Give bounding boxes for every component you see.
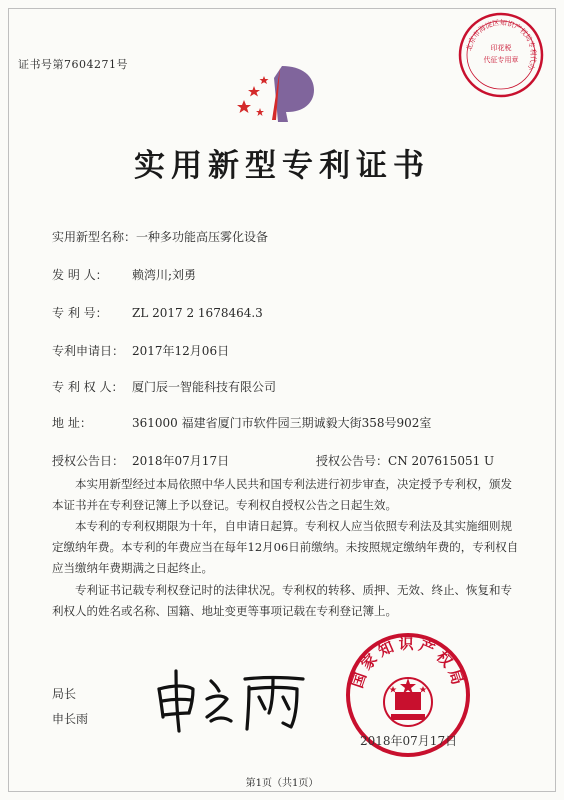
- field-patent-no: [52, 304, 263, 321]
- field-grant-date-label: 授权公告日：: [52, 454, 125, 468]
- page-footer: 第1页（共1页）: [245, 778, 319, 789]
- field-grant-no-value: CN 207615051 U: [388, 454, 495, 468]
- field-patentee: [52, 378, 276, 395]
- field-name: [52, 228, 268, 245]
- paragraph-2: 本专利的专利权期限为十年，自申请日起算。专利权人应当依照专利法及其实施细则规定缴纳年费。本专利的年费应当在每年12月06日前缴纳。未按照规定缴纳年费的，专利权自应当缴纳年费期满之日起终止。: [52, 519, 519, 575]
- field-filing-date-value: 2017年12月06日: [132, 344, 230, 358]
- field-grant-no-label: 授权公告号：: [316, 454, 389, 468]
- tax-seal-stamp: [456, 10, 546, 100]
- seal-date: 2018年07月17日: [360, 734, 458, 748]
- field-name-value: 一种多功能高压雾化设备: [136, 230, 269, 244]
- main-seal-text: 国家知识产权局: [348, 634, 468, 691]
- field-filing-date-label: 专利申请日：: [52, 344, 125, 358]
- field-address-label: 地 址：: [52, 416, 92, 430]
- field-patentee-value: 厦门辰一智能科技有限公司: [132, 380, 277, 394]
- svg-text:北京市海淀区知识产权局专利代办: 北京市海淀区知识产权局专利代办: [465, 18, 538, 72]
- field-address-value: 361000 福建省厦门市软件园三期诚毅大街358号902室: [132, 416, 432, 430]
- field-grant-no: [316, 452, 494, 469]
- field-address: [52, 414, 431, 431]
- page-title: 实用新型专利证书: [134, 148, 430, 184]
- field-patent-no-label: 专 利 号：: [52, 306, 108, 320]
- field-name-label: 实用新型名称：: [52, 230, 137, 244]
- field-grant-date-value: 2018年07月17日: [132, 454, 230, 468]
- field-inventor-value: 赖湾川;刘勇: [132, 268, 197, 282]
- signatory-name: 申长雨: [52, 712, 89, 726]
- patent-emblem-icon: [230, 58, 330, 128]
- svg-text:代征专用章: 代征专用章: [483, 56, 519, 64]
- field-filing-date: [52, 342, 229, 359]
- field-patentee-label: 专 利 权 人：: [52, 380, 124, 394]
- svg-text:印花税: 印花税: [490, 44, 512, 52]
- field-patent-no-value: ZL 2017 2 1678464.3: [132, 306, 263, 320]
- field-grant-date: [52, 452, 229, 469]
- signatory-title: 局长: [52, 687, 77, 701]
- certificate-number: 证书号第7604271号: [18, 58, 128, 71]
- field-inventor-label: 发 明 人：: [52, 268, 108, 282]
- paragraph-3: 专利证书记载专利权登记时的法律状况。专利权的转移、质押、无效、终止、恢复和专利权人的姓名或名称、国籍、地址变更等事项记载在专利登记簿上。: [52, 583, 512, 618]
- handwritten-signature: [145, 665, 315, 735]
- paragraph-1: 本实用新型经过本局依照中华人民共和国专利法进行初步审查，决定授予专利权，颁发本证书并在专利登记簿上予以登记。专利权自授权公告之日起生效。: [52, 477, 512, 512]
- field-inventor: [52, 266, 196, 283]
